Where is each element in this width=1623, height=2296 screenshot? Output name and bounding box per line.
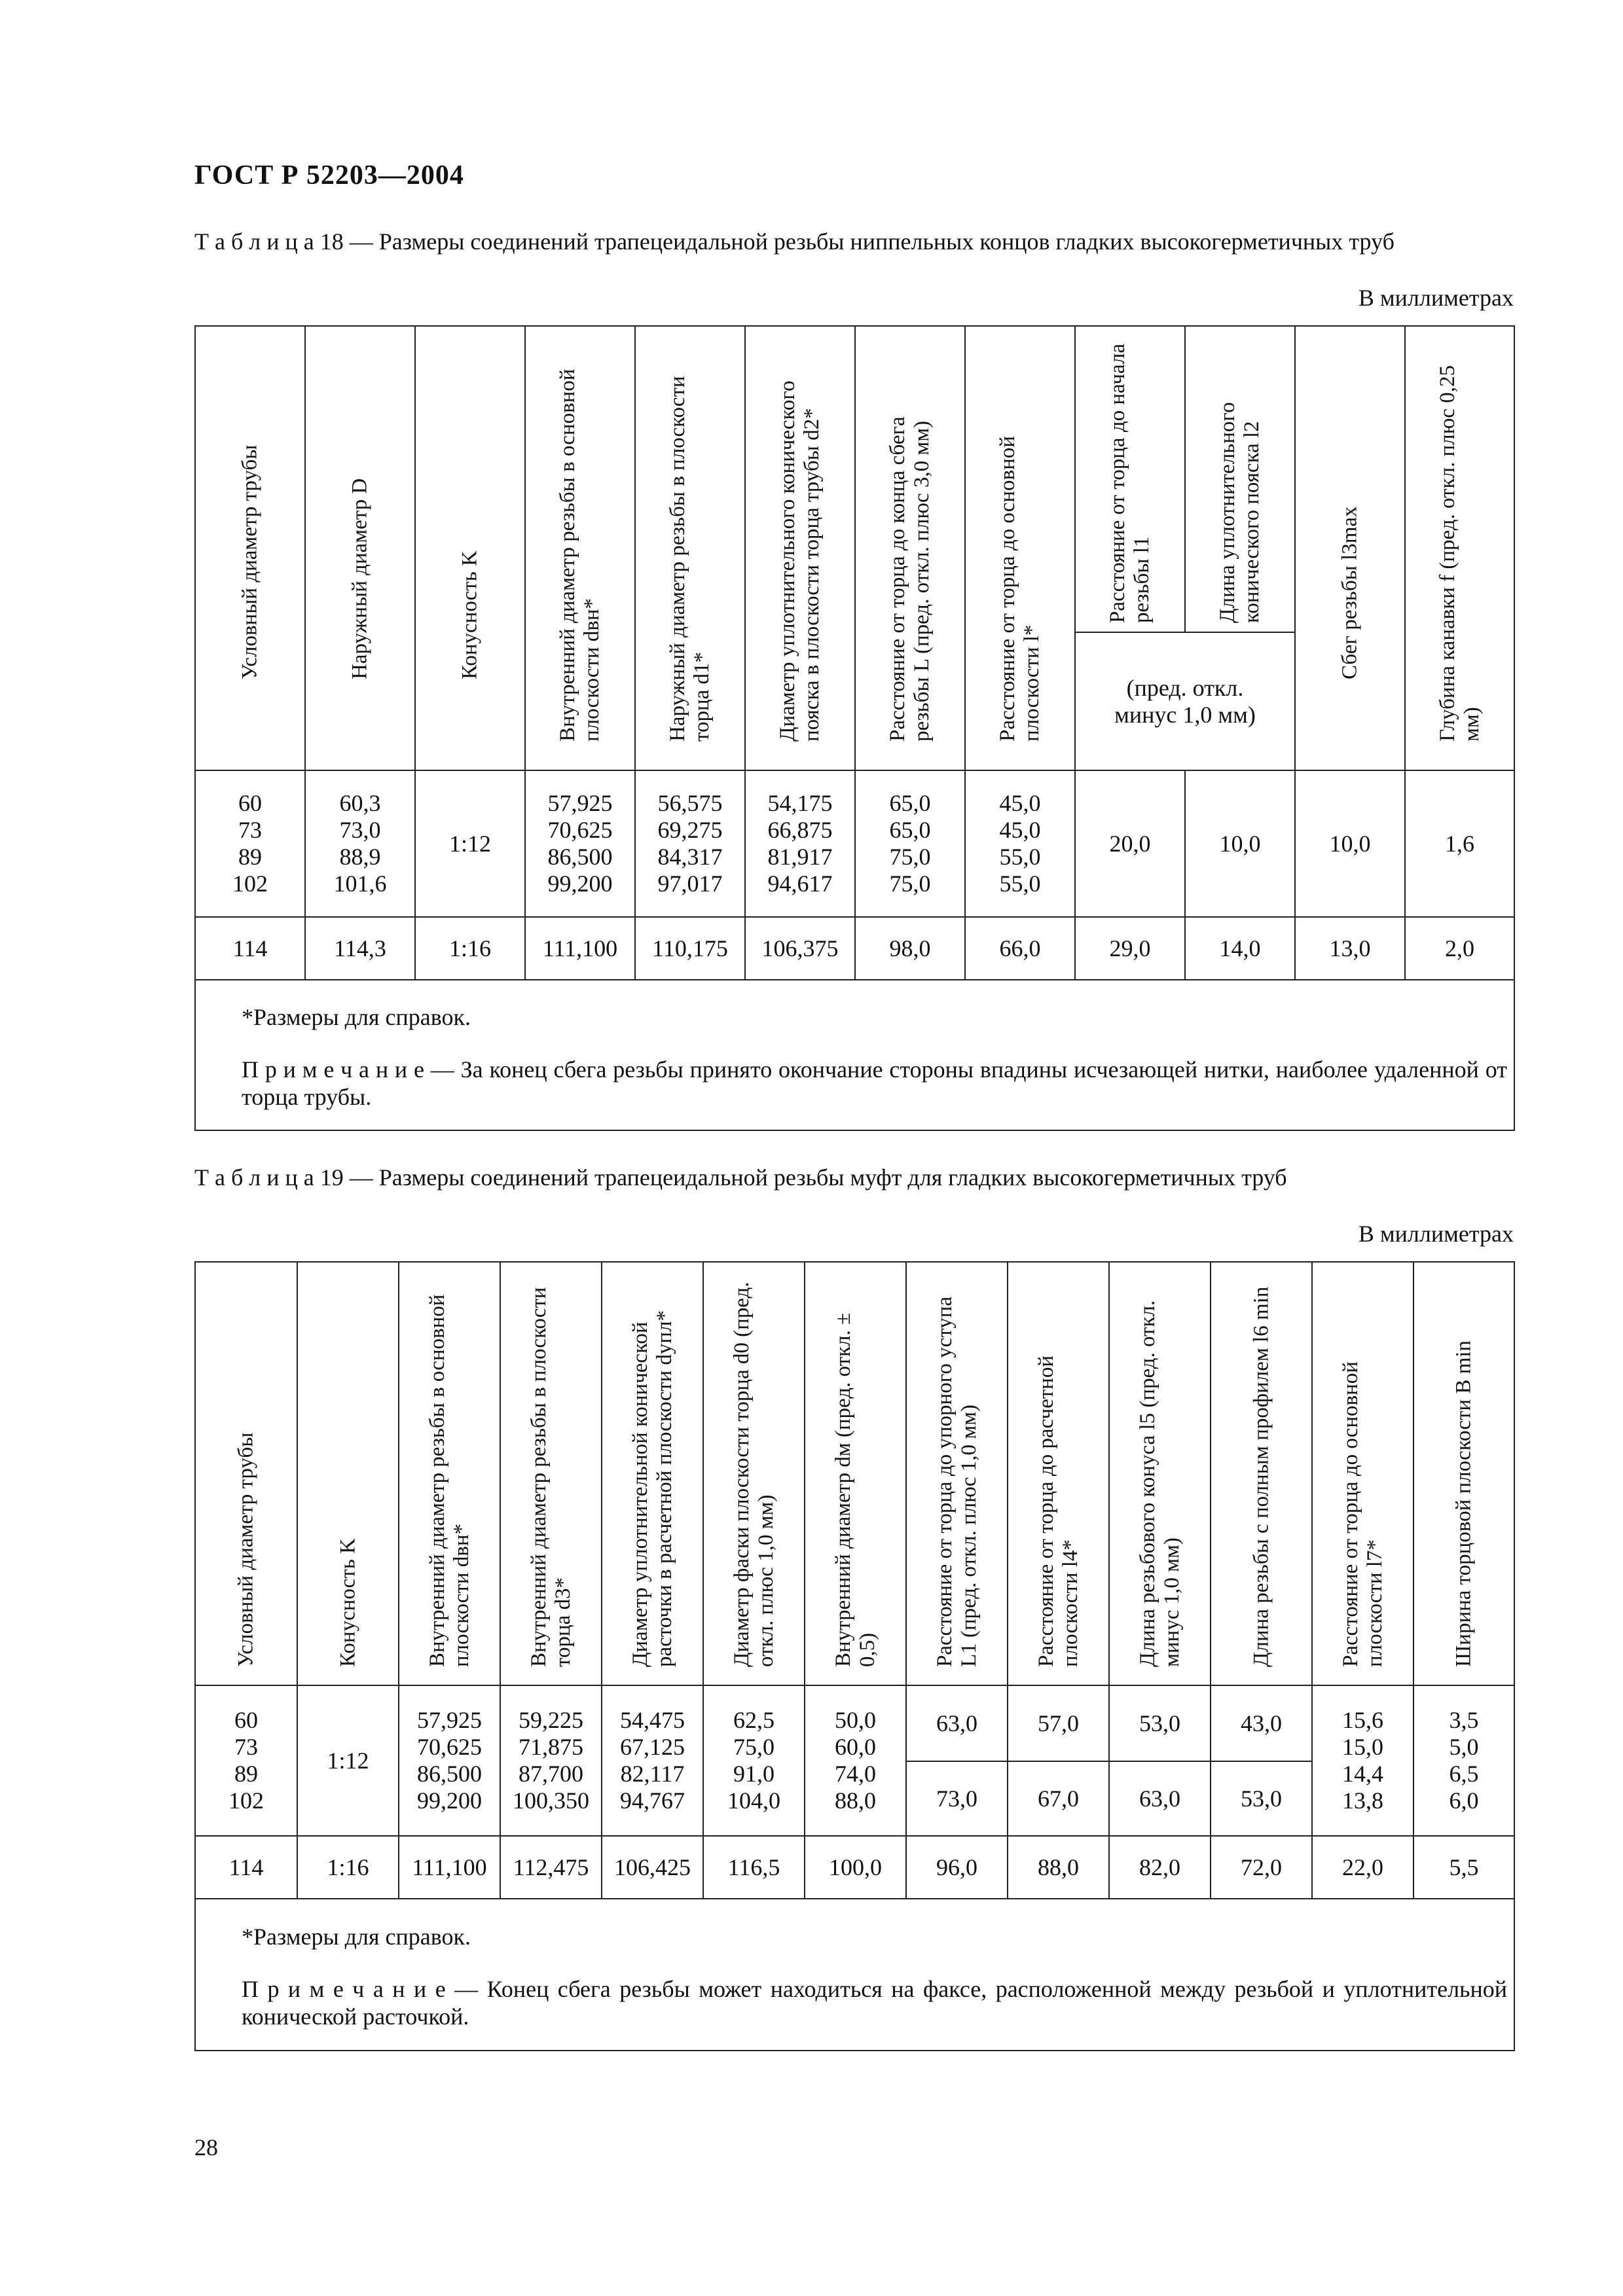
t19-col-l6: Длина резьбы с полным профилем l6 min xyxy=(1211,1262,1312,1685)
t18-g1-l: 45,0 45,0 55,0 55,0 xyxy=(965,770,1075,917)
t18-col-D: Наружный диаметр D xyxy=(305,326,415,770)
table19-caption-text: — Размеры соединений трапецеидальной резьбы муфт для гладких высокогерметичных труб xyxy=(343,1164,1287,1191)
t18-g1-dvn: 57,925 70,625 86,500 99,200 xyxy=(525,770,635,917)
t19-cell: 111,100 xyxy=(399,1836,500,1899)
t19-cell: 112,475 xyxy=(500,1836,602,1899)
t19-g1-L1-a: 63,0 xyxy=(906,1685,1008,1761)
t18-cell: 1:16 xyxy=(415,917,525,980)
t19-col-L1: Расстояние от торца до упорного уступа L1 (пред. откл. плюс 1,0 мм) xyxy=(906,1262,1008,1685)
t19-cell: 96,0 xyxy=(906,1836,1008,1899)
t18-row-114 xyxy=(195,917,1514,980)
t19-col-l4: Расстояние от торца до расчетной плоскости l4* xyxy=(1008,1262,1109,1685)
t19-g1-dupl: 54,475 67,125 82,117 94,767 xyxy=(602,1685,703,1836)
t18-col-l3: Сбег резьбы l3max xyxy=(1295,326,1405,770)
t18-notes xyxy=(195,980,1514,1130)
t18-col-d2: Диаметр уплотнительного конического пояска в плоскости торца трубы d2* xyxy=(745,326,855,770)
t19-col-d3: Внутренний диаметр резьбы в плоскости торца d3* xyxy=(500,1262,602,1685)
t18-col-l2: Длина уплотнительного конического пояска l2 xyxy=(1185,326,1295,632)
t18-g1-d2: 54,175 66,875 81,917 94,617 xyxy=(745,770,855,917)
t18-cell: 66,0 xyxy=(965,917,1075,980)
t18-cell: 111,100 xyxy=(525,917,635,980)
t19-g1-l4-b: 67,0 xyxy=(1008,1761,1109,1836)
table18-units: В миллиметрах xyxy=(1358,285,1514,311)
t19-g1-l7: 15,6 15,0 14,4 13,8 xyxy=(1312,1685,1413,1836)
t18-cell: 110,175 xyxy=(635,917,745,980)
t19-cell: 114 xyxy=(195,1836,297,1899)
table19-caption xyxy=(194,1164,1514,1191)
t18-cell: 29,0 xyxy=(1075,917,1185,980)
t18-g1-K: 1:12 xyxy=(415,770,525,917)
t18-g1-D: 60,3 73,0 88,9 101,6 xyxy=(305,770,415,917)
t19-col-d0: Диаметр фаски плоскости торца d0 (пред. откл. плюс 1,0 мм) xyxy=(703,1262,805,1685)
t18-col-K: Конусность K xyxy=(415,326,525,770)
t19-g1-d0: 62,5 75,0 91,0 104,0 xyxy=(703,1685,805,1836)
t19-g1-l4-a: 57,0 xyxy=(1008,1685,1109,1761)
table19-units: В миллиметрах xyxy=(1358,1221,1514,1247)
t18-g1-l1: 20,0 xyxy=(1075,770,1185,917)
t18-cell: 13,0 xyxy=(1295,917,1405,980)
t18-col-l: Расстояние от торца до основной плоскости l* xyxy=(965,326,1075,770)
t19-note: П р и м е ч а н и е — Конец сбега резьбы может находиться на факсе, расположенной между резьбой и уплотнительной конической расточкой. xyxy=(242,1976,1507,2030)
table19 xyxy=(194,1261,1515,2051)
t19-row-114 xyxy=(195,1836,1514,1899)
t18-col-f: Глубина канавки f (пред. откл. плюс 0,25 мм) xyxy=(1405,326,1514,770)
t18-g1-L: 65,0 65,0 75,0 75,0 xyxy=(855,770,965,917)
t18-cell: 14,0 xyxy=(1185,917,1295,980)
t19-g1-l5-a: 53,0 xyxy=(1109,1685,1211,1761)
t18-cell: 106,375 xyxy=(745,917,855,980)
table18-caption-text: — Размеры соединений трапецеидальной резьбы ниппельных концов гладких высокогерметичных труб xyxy=(343,228,1395,255)
document-header: ГОСТ Р 52203—2004 xyxy=(194,160,464,190)
table19-caption-label: Т а б л и ц а 19 xyxy=(194,1164,344,1191)
page-number: 28 xyxy=(194,2134,218,2161)
t18-cell: 114,3 xyxy=(305,917,415,980)
t18-g1-f: 1,6 xyxy=(1405,770,1514,917)
t19-col-dvn: Внутренний диаметр резьбы в основной плоскости dвн* xyxy=(399,1262,500,1685)
t18-g1-dn: 60 73 89 102 xyxy=(195,770,305,917)
t18-col-dn: Условный диаметр трубы xyxy=(195,326,305,770)
table18-caption-label: Т а б л и ц а 18 xyxy=(194,228,344,255)
t19-cell: 106,425 xyxy=(602,1836,703,1899)
t18-cell: 2,0 xyxy=(1405,917,1514,980)
t18-col-dvn: Внутренний диаметр резьбы в основной плоскости dвн* xyxy=(525,326,635,770)
t18-cell: 114 xyxy=(195,917,305,980)
t19-g1-l6-a: 43,0 xyxy=(1211,1685,1312,1761)
t19-col-K: Конусность K xyxy=(297,1262,399,1685)
t18-g1-l2: 10,0 xyxy=(1185,770,1295,917)
t18-footnote: *Размеры для справок. xyxy=(242,1004,471,1030)
t19-g1-B: 3,5 5,0 6,5 6,0 xyxy=(1413,1685,1514,1836)
t18-merged-tolerance: (пред. откл. минус 1,0 мм) xyxy=(1075,632,1295,770)
t19-cell: 22,0 xyxy=(1312,1836,1413,1899)
t19-g1-dvn: 57,925 70,625 86,500 99,200 xyxy=(399,1685,500,1836)
t19-col-dn: Условный диаметр трубы xyxy=(195,1262,297,1685)
t19-g1-dn: 60 73 89 102 xyxy=(195,1685,297,1836)
table18 xyxy=(194,325,1515,1131)
t19-cell: 1:16 xyxy=(297,1836,399,1899)
t19-col-l7: Расстояние от торца до основной плоскости l7* xyxy=(1312,1262,1413,1685)
t19-cell: 5,5 xyxy=(1413,1836,1514,1899)
t19-col-dupl: Диаметр уплотнительной коничеcкой расточки в расчетной плоскости dупл* xyxy=(602,1262,703,1685)
t19-g1-dm: 50,0 60,0 74,0 88,0 xyxy=(805,1685,906,1836)
t18-col-L: Расстояние от торца до конца сбега резьбы L (пред. откл. плюс 3,0 мм) xyxy=(855,326,965,770)
t19-notes xyxy=(195,1899,1514,2051)
t18-g1-d1: 56,575 69,275 84,317 97,017 xyxy=(635,770,745,917)
t19-g1-l6-b: 53,0 xyxy=(1211,1761,1312,1836)
t18-cell: 98,0 xyxy=(855,917,965,980)
t19-col-B: Ширина торцовой плоскости B min xyxy=(1413,1262,1514,1685)
t18-col-d1: Наружный диаметр резьбы в плоскости торца d1* xyxy=(635,326,745,770)
t18-col-l1: Расстояние от торца до начала резьбы l1 xyxy=(1075,326,1185,632)
t19-cell: 82,0 xyxy=(1109,1836,1211,1899)
t19-g1-d3: 59,225 71,875 87,700 100,350 xyxy=(500,1685,602,1836)
t19-cell: 100,0 xyxy=(805,1836,906,1899)
t19-col-l5: Длина резьбового конуса l5 (пред. откл. минус 1,0 мм) xyxy=(1109,1262,1211,1685)
table18-caption xyxy=(194,228,1514,255)
t19-cell: 72,0 xyxy=(1211,1836,1312,1899)
t19-col-dm: Внутренний диаметр dм (пред. откл. ± 0,5) xyxy=(805,1262,906,1685)
t19-cell: 88,0 xyxy=(1008,1836,1109,1899)
t19-g1-K: 1:12 xyxy=(297,1685,399,1836)
t19-g1-l5-b: 63,0 xyxy=(1109,1761,1211,1836)
t19-g1-L1-b: 73,0 xyxy=(906,1761,1008,1836)
t18-g1-l3: 10,0 xyxy=(1295,770,1405,917)
t19-footnote: *Размеры для справок. xyxy=(242,1924,471,1950)
t19-cell: 116,5 xyxy=(703,1836,805,1899)
t18-note: П р и м е ч а н и е — За конец сбега резьбы принято окончание стороны впадины исчезающей нитки, наиболее удаленной от торца трубы. xyxy=(242,1056,1507,1110)
